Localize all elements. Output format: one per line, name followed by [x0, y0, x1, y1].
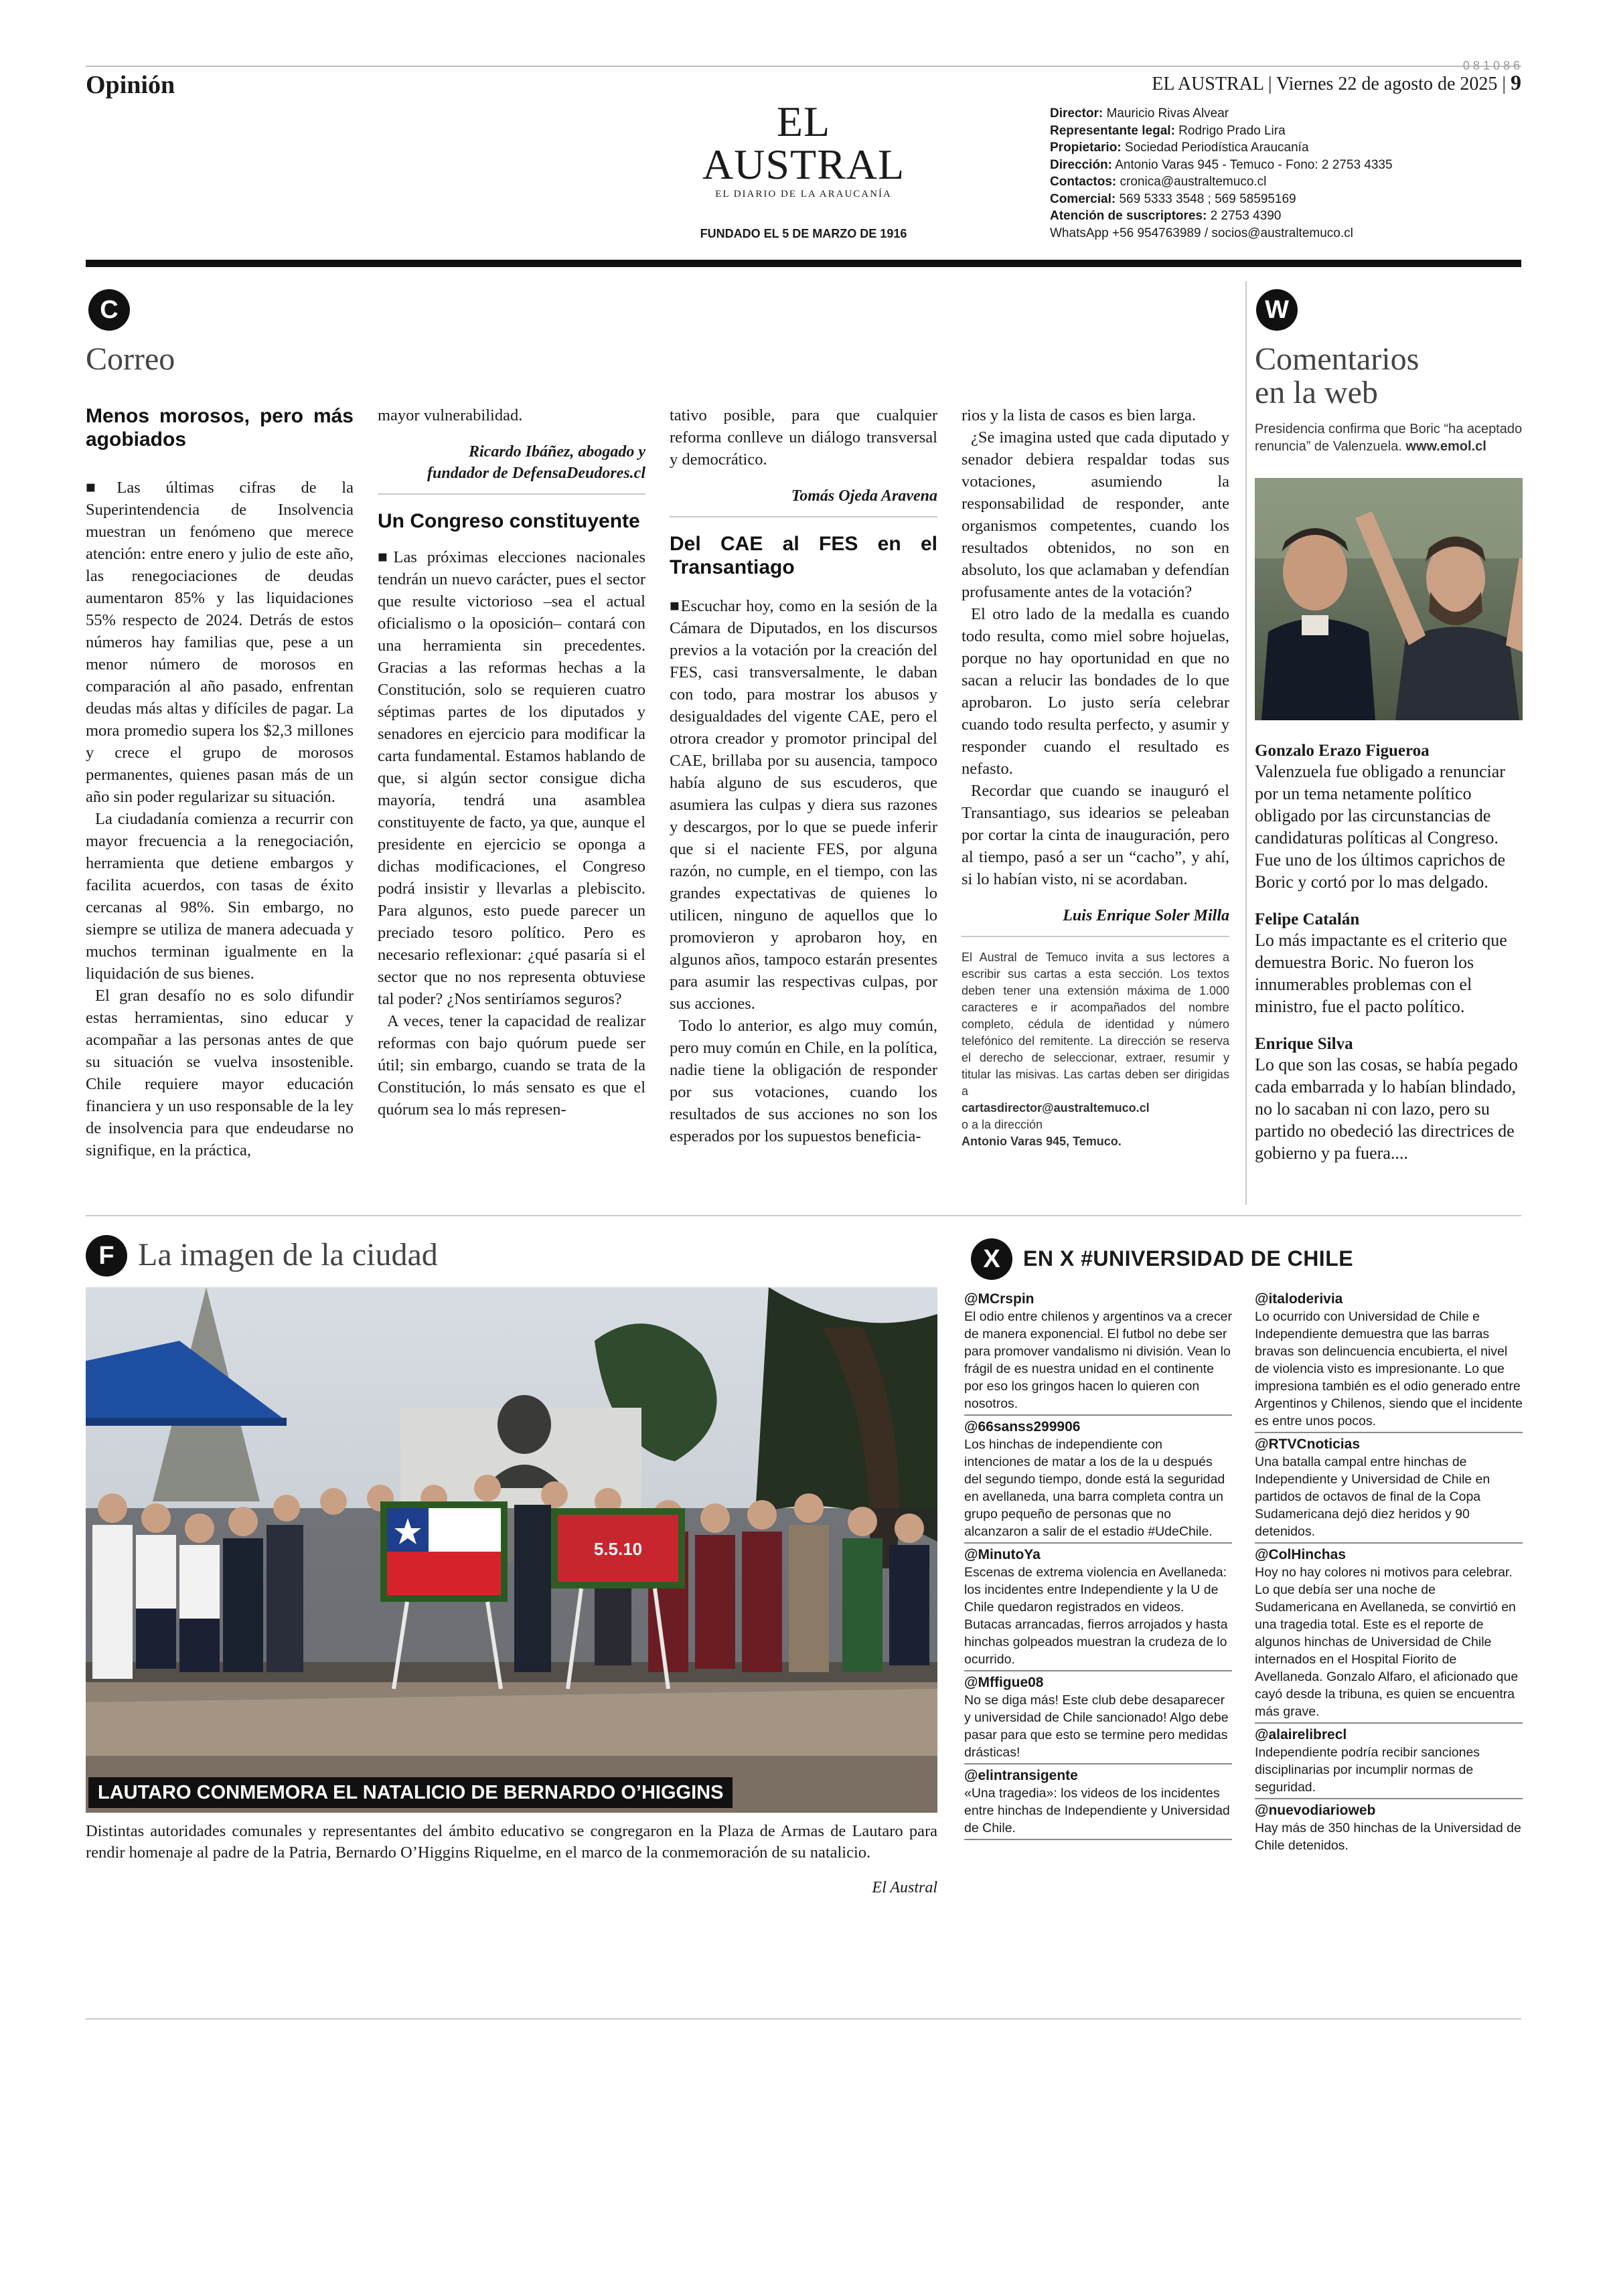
x-handle[interactable]: @RTVCnoticias	[1255, 1437, 1360, 1452]
staff-label: Comercial:	[1050, 191, 1116, 206]
staff-line	[1050, 173, 1393, 191]
staff-label: Representante legal:	[1050, 123, 1175, 138]
staff-line	[1050, 191, 1393, 208]
x-text: Los hinchas de independiente con intenciones de matar a los de la u después del segundo tiempo, donde está la seguridad en avellaneda, una barra completa contra un grupo pequeño de personas que no alcanzaron a salir de el estadio #UdeChile.	[964, 1437, 1225, 1539]
x-post	[964, 1767, 1232, 1840]
letters-note	[962, 949, 1229, 1150]
x-badge-icon: X	[971, 1238, 1012, 1280]
x-text: Hoy no hay colores ni motivos para celebrar. Lo que debía ser una noche de Sudamericana en Avellaneda, se convirtió en una tragedia total. Este es el reporte de algunos hinchas de Universidad de Chile internados en el Hospital Fiorito de Avellaneda. Gonzalo Alfaro, el aficionado que cayó desde la tribuna, es quien se encuentra más grave.	[1255, 1565, 1519, 1719]
letters-email: cartasdirector@australtemuco.cl	[962, 1101, 1150, 1115]
masthead	[676, 100, 931, 241]
web-comment	[1255, 742, 1523, 893]
letter-2-paragraph: A veces, tener la capacidad de realizar reformas con bajo quórum puede ser útil; sin embargo, cuando se trata de la Constitución, lo más sensato es que el quórum sea lo más represen-	[378, 1012, 645, 1119]
staff-value: cronica@australtemuco.cl	[1116, 175, 1267, 189]
staff-label: Dirección:	[1050, 157, 1112, 172]
x-handle[interactable]: @italoderivia	[1255, 1291, 1343, 1307]
x-handle[interactable]: @Mffigue08	[964, 1675, 1044, 1690]
web-photo	[1255, 478, 1523, 720]
web-title-line: en la web	[1255, 375, 1378, 410]
letter-2-paragraph: ■Las próximas elecciones nacionales tendrán un nuevo carácter, pues el sector que resulte victorioso –sea el actual oficialismo o la oposición– contará con una herramienta sin precedentes. Gracias a las reformas hechas a la Constitución, solo se requieren cuatro séptimas partes de los diputados y senadores en ejercicio para modificar la carta fundamental. Estamos hablando de que, si algún sector consigue dicha mayoría, tendrá una asamblea constituyente de facto, ya que, aunque el presidente en ejercicio se oponga a dichas modificaciones, el Congreso podrá insistir y llevarlas a plebiscito. Para algunos, esto puede parecer un preciado tesoro político. Pero es necesario reflexionar: ¿qué pasaría si el sector que no nos representa obtuviese tal poder? ¿Nos sentiríamos seguros?	[378, 548, 645, 1008]
x-handle[interactable]: @MCrspin	[964, 1291, 1035, 1307]
x-handle[interactable]: @alairelibrecl	[1255, 1727, 1347, 1742]
letter-3-signature: Luis Enrique Soler Milla	[1063, 907, 1229, 924]
column-separator	[1245, 281, 1247, 1205]
wreath-text: 5.5.10	[593, 1539, 643, 1559]
web-lead	[1255, 420, 1523, 455]
staff-line	[1050, 122, 1393, 140]
city-photo-illustration	[86, 1287, 937, 1813]
letter-3-paragraph: Todo lo anterior, es algo muy común, pero muy común en Chile, en la política, nadie tiene la obligación de responder por sus votaciones, cuando los resultados de sus acciones no son los esperados por los supuestos beneficia-	[670, 1017, 937, 1145]
staff-line	[1050, 105, 1393, 122]
comment-text: Valenzuela fue obligado a renunciar por un tema netamente político obligado por las circunstancias de candidaturas políticas al Congreso. Fue uno de los últimos caprichos de Boric y cortó por lo mas delgado.	[1255, 762, 1506, 892]
masthead-subtitle: EL DIARIO DE LA ARAUCANÍA	[715, 189, 892, 199]
x-post	[1255, 1726, 1523, 1799]
x-title: EN X #UNIVERSIDAD DE CHILE	[1023, 1246, 1354, 1270]
web-lead-source: www.emol.cl	[1405, 439, 1486, 454]
staff-line	[1050, 139, 1393, 157]
web-comment	[1255, 1035, 1523, 1164]
letter-3-headline: Del CAE al FES en el Transantiago	[670, 533, 937, 578]
letters-address: Antonio Varas 945, Temuco.	[962, 1135, 1122, 1148]
x-post	[964, 1674, 1232, 1765]
x-text: Independiente podría recibir sanciones disciplinarias por incumplir normas de seguridad.	[1255, 1745, 1480, 1795]
staff-value: Rodrigo Prado Lira	[1174, 123, 1286, 138]
page-code: 0 8 1 0 8 6	[1462, 59, 1520, 72]
staff-line	[1050, 225, 1393, 242]
imagen-badge-icon: F	[86, 1235, 127, 1277]
section-label: Opinión	[86, 71, 175, 99]
web-comment	[1255, 910, 1523, 1017]
x-column-left	[964, 1291, 1232, 1843]
divider	[962, 936, 1229, 937]
x-column-right	[1255, 1291, 1523, 1859]
web-title-line: Comentarios	[1255, 341, 1420, 377]
staff-value: WhatsApp +56 954763989 / socios@australtemuco.cl	[1050, 226, 1353, 240]
x-post	[964, 1418, 1232, 1544]
x-post	[964, 1546, 1232, 1671]
staff-line	[1050, 208, 1393, 225]
web-lead-text: Presidencia confirma que Boric “ha aceptado renuncia” de Valenzuela.	[1255, 422, 1523, 454]
correo-badge-icon: C	[88, 289, 130, 331]
divider	[378, 493, 645, 495]
x-text: Hay más de 350 hinchas de la Universidad de Chile detenidos.	[1255, 1821, 1521, 1853]
letter-1-signature-2: fundador de DefensaDeudores.cl	[427, 465, 645, 482]
letter-2-continuation: tativo posible, para que cualquier reforma conlleve un diálogo transversal y democrático.	[670, 406, 937, 469]
x-text: Lo ocurrido con Universidad de Chile e Independiente demuestra que las barras bravas son delincuencia encubierta, el nivel de violencia visto es impresionante. Lo que impresiona también es el odio generado entre Argentinos y Chilenos, siendo que el incidente es entre unos pocos.	[1255, 1309, 1523, 1428]
x-text: Escenas de extrema violencia en Avellaneda: los incidentes entre Independiente y la U de Chile quedaron registrados en videos. Butacas arrancadas, fierros arrojados y hasta hinchas golpeados muestran la crudeza de lo ocurrido.	[964, 1565, 1228, 1667]
top-rule	[86, 66, 1521, 67]
letter-column-1	[86, 404, 354, 1161]
comment-text: Lo más impactante es el criterio que demuestra Boric. No fueron los innumerables problemas con el ministro, fue el pacto político.	[1255, 930, 1507, 1016]
photo-caption: Distintas autoridades comunales y representantes del ámbito educativo se congregaron en la Plaza de Armas de Lautaro para rendir homenaje al padre de la Patria, Bernardo O’Higgins Riquelme, en el marco de la conmemoración de su natalicio.	[86, 1822, 937, 1862]
x-post	[964, 1291, 1232, 1416]
letter-2-headline: Un Congreso constituyente	[378, 510, 640, 532]
x-handle[interactable]: @nuevodiarioweb	[1255, 1803, 1376, 1818]
web-title	[1255, 343, 1419, 410]
page-reference	[1152, 70, 1521, 95]
staff-label: Director:	[1050, 106, 1103, 120]
x-text: Una batalla campal entre hinchas de Independiente y Universidad de Chile en partidos de octavos de final de la Copa Sudamericana dejó diez heridos y 90 detenidos.	[1255, 1455, 1490, 1539]
section-divider	[86, 1215, 1521, 1216]
letter-column-3	[670, 404, 937, 1147]
bottom-rule	[86, 2018, 1521, 2020]
x-handle[interactable]: @66sanss299906	[964, 1419, 1081, 1434]
letter-column-4	[962, 404, 1229, 1150]
letter-3-continuation: El otro lado de la medalla es cuando todo resulta, como miel sobre hojuelas, porque no hay oportunidad en que no sacan a relucir las bondades de lo que aprobaron. Lo justo sería celebrar cuando todo resulta perfecto, y asumir y responder cuando el resultado es nefasto.	[962, 605, 1229, 778]
correo-title: Correo	[86, 341, 175, 377]
letter-1-continuation: mayor vulnerabilidad.	[378, 406, 523, 424]
staff-value: Sociedad Periodística Araucanía	[1121, 141, 1309, 155]
x-text: El odio entre chilenos y argentinos va a crecer de manera exponencial. El futbol no debe ser para promover vandalismo ni división. Vean lo frágil de es nuestra unidad en el continente por eso los gringos hacen lo quieren con nosotros.	[964, 1309, 1232, 1411]
letter-1-paragraph: La ciudadanía comienza a recurrir con mayor frecuencia a la renegociación, herramienta que detiene embargos y facilita acuerdos, con tasas de éxito cercanas al 98%. Sin embargo, no siempre se utiliza de manera adecuada y muchos terminan igualmente en la liquidación de sus bienes.	[86, 810, 354, 983]
x-post	[1255, 1802, 1523, 1856]
staff-line	[1050, 157, 1393, 174]
staff-value: 2 2753 4390	[1207, 209, 1282, 223]
web-badge-icon: W	[1256, 289, 1298, 331]
page-reference-text: EL AUSTRAL | Viernes 22 de agosto de 2025 |	[1152, 74, 1511, 94]
staff-value: Antonio Varas 945 - Temuco - Fono: 2 2753 4335	[1112, 157, 1393, 172]
divider	[670, 516, 937, 517]
letters-note-text: El Austral de Temuco invita a sus lectores a escribir sus cartas a esta sección. Los textos deben tener una extensión máxima de 1.000 caracteres e ir acompañados del nombre completo, cédula de identidad y número telefónico del remitente. La dirección se reserva el derecho de seleccionar, extraer, resumir y titular las misivas. Las cartas deben ser dirigidas a	[962, 951, 1229, 1098]
x-text: «Una tragedia»: los videos de los incidentes entre hinchas de Independiente y Universidad de Chile.	[964, 1786, 1230, 1835]
header-thick-rule	[86, 260, 1521, 267]
letter-1-paragraph: ■Las últimas cifras de la Superintendencia de Insolvencia muestran un fenómeno que merece atención: entre enero y julio de este año, las renegociaciones de deudas aumentaron 85% y las liquidaciones 55% respecto de 2024. Detrás de estos números hay familias que, pese a un menor número de morosos en comparación al año pasado, enfrentan deudas más altas y difíciles de pagar. La mora promedio supera los $2,3 millones y crece el grupo de morosos permanentes, quienes pasan más de un año sin poder regularizar su situación.	[86, 479, 354, 806]
comment-author: Gonzalo Erazo Figueroa	[1255, 742, 1430, 760]
comment-text: Lo que son las cosas, se había pegado cada embarrada y lo habían blindado, no lo sacaban ni con lazo, pero su partido no obedeció las directrices de gobierno y pa fuera....	[1255, 1055, 1518, 1163]
x-handle[interactable]: @elintransigente	[964, 1768, 1078, 1783]
x-post	[1255, 1291, 1523, 1433]
staff-box	[1050, 105, 1393, 242]
letter-column-2	[378, 404, 645, 1121]
letter-2-signature: Tomás Ojeda Aravena	[791, 487, 937, 505]
letter-3-paragraph: ■Escuchar hoy, como en la sesión de la Cámara de Diputados, en los discursos previos a la votación por la creación del FES, casi transversalmente, le daban con todo, para mostrar los abusos y desigualdades del vigente CAE, pero el otrora creador y promotor principal del CAE, brillaba por su ausencia, tampoco había alguno de sus escuderos, que asumiera las culpas y diera sus razones y descargos, por lo que se puede inferir que si el naciente FES, por alguna razón, no cumple, en el tiempo, con las grandes expectativas de quienes lo utilicen, ninguno de aquellos que lo promovieron y aprobaron hoy, en algunos años, tampoco estarán presentes para asumir las respectivas culpas, por sus acciones.	[670, 597, 937, 1013]
masthead-name: EL AUSTRAL	[702, 98, 905, 188]
photo-title: LAUTARO CONMEMORA EL NATALICIO DE BERNARDO O’HIGGINS	[88, 1777, 733, 1808]
photo-credit: El Austral	[872, 1879, 937, 1896]
x-handle[interactable]: @MinutoYa	[964, 1547, 1041, 1562]
comment-author: Felipe Catalán	[1255, 910, 1360, 928]
staff-label: Contactos:	[1050, 175, 1117, 189]
letter-1-headline: Menos morosos, pero más agobiados	[86, 405, 354, 450]
web-photo-illustration	[1255, 478, 1523, 720]
web-comments	[1255, 742, 1523, 1164]
letter-3-continuation: Recordar que cuando se inauguró el Transantiago, sus idearios se peleaban por cortar la cinta de inauguración, pero al tiempo, pasó a ser un “cacho”, y ahí, si lo habían visto, ni se acordaban.	[962, 782, 1229, 888]
letters-note-or: o a la dirección	[962, 1118, 1043, 1131]
letter-3-continuation: ¿Se imagina usted que cada diputado y senador debiera respaldar todas sus votaciones, asumiendo la responsabilidad de responder, ante organismos competentes, cuando los resultados obtenidos, no son en absoluto, los que aclamaban y defendían profusamente antes de la votación?	[962, 428, 1229, 601]
staff-label: Atención de suscriptores:	[1050, 209, 1207, 223]
staff-value: 569 5333 3548 ; 569 58595169	[1116, 191, 1296, 206]
city-photo	[86, 1287, 937, 1813]
x-post	[1255, 1546, 1523, 1724]
letter-1-paragraph: El gran desafío no es solo difundir estas herramientas, sino educar y acompañar a las personas antes de que su situación se vuelva insostenible. Chile requiere mayor educación financiera y un uso responsable de la ley de insolvencia para que endeudarse no signifique, en la práctica,	[86, 987, 354, 1159]
page-number: 9	[1511, 70, 1521, 94]
founded-line: FUNDADO EL 5 DE MARZO DE 1916	[700, 227, 907, 240]
comment-author: Enrique Silva	[1255, 1035, 1353, 1053]
x-handle[interactable]: @ColHinchas	[1255, 1547, 1346, 1562]
x-text: No se diga más! Este club debe desaparecer y universidad de Chile sancionado! Algo debe pasar para que esto se termine pero medidas drásticas!	[964, 1693, 1229, 1760]
letter-3-continuation: rios y la lista de casos es bien larga.	[962, 406, 1196, 424]
imagen-title: La imagen de la ciudad	[138, 1237, 438, 1273]
x-post	[1255, 1436, 1523, 1544]
staff-label: Propietario:	[1050, 141, 1122, 155]
staff-value: Mauricio Rivas Alvear	[1103, 106, 1229, 120]
letter-1-signature-1: Ricardo Ibáñez, abogado y	[469, 443, 645, 461]
